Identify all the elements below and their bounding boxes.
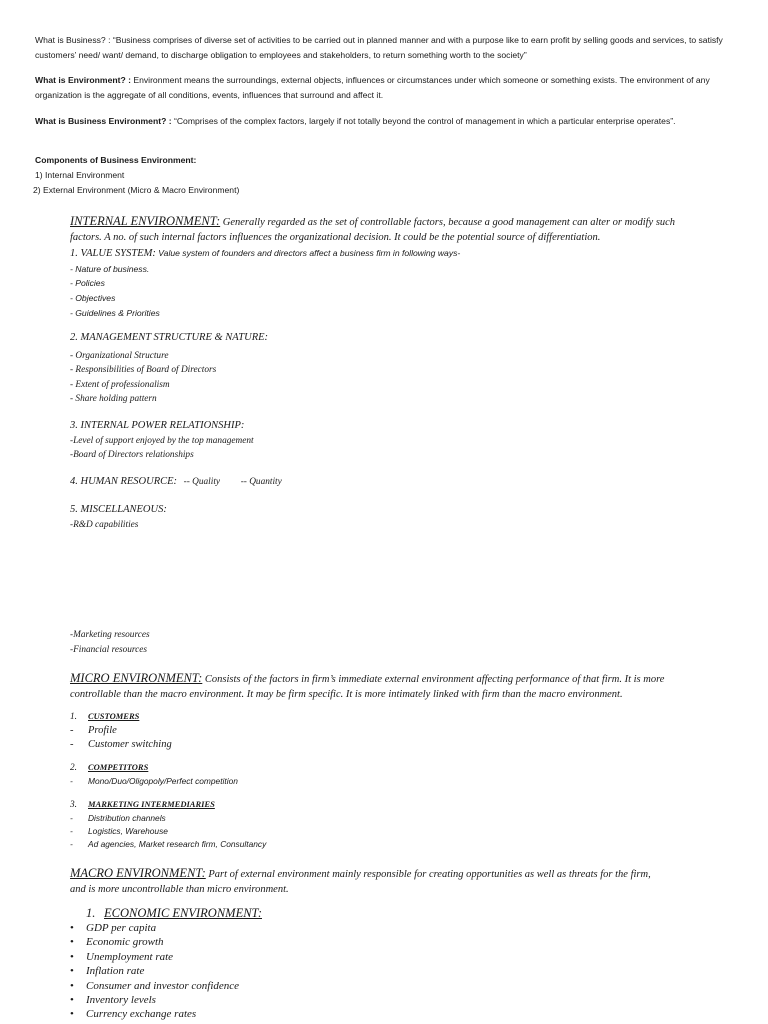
internal-desc-line2: factors. A no. of such internal factors influences the organizational decision. It could be the potential source of differentiation. [70,231,601,243]
management-heading: 2. MANAGEMENT STRUCTURE & NATURE: [70,332,269,343]
power-heading: 3. INTERNAL POWER RELATIONSHIP: [70,420,245,431]
customers-block [70,710,735,751]
hr-heading: 4. HUMAN RESOURCE: [70,476,178,487]
customers-heading: CUSTOMERS [88,711,140,721]
list-item: - Logistics, Warehouse [70,826,168,836]
internal-environment-section [70,213,735,320]
internal-desc-line1: Generally regarded as the set of controllable factors, because a good management can alter or modify such [220,217,676,228]
business-question: What is Business? : [35,35,111,45]
list-item: - Guidelines & Priorities [70,307,160,318]
internal-heading: INTERNAL ENVIRONMENT: [70,214,221,228]
intermediaries-block [70,798,735,851]
environment-question: What is Environment? : [35,75,131,85]
component-external: 2) External Environment (Micro & Macro Environment) [33,185,240,195]
list-item: - Mono/Duo/Oligopoly/Perfect competition [70,776,238,786]
economic-list [70,921,735,1022]
customers-number: 1. [70,712,77,722]
value-system-desc: Value system of founders and directors affect a business firm in following ways- [155,248,461,258]
macro-heading: MACRO ENVIRONMENT: [70,866,206,880]
hr-quantity: -- Quantity [240,477,282,487]
human-resource-block [70,475,735,490]
list-item: - Nature of business. [70,263,150,274]
intermediaries-heading: MARKETING INTERMEDIARIES [88,799,215,809]
hr-quality: -- Quality [183,477,221,487]
micro-desc-line1: Consists of the factors in firm’s immediate external environment affecting performance of that firm. It is more [202,674,665,685]
management-structure-block [70,331,735,407]
economic-number: 1. [86,906,96,920]
list-item: - Objectives [70,292,116,303]
list-item: • Economic growth [70,936,164,949]
list-item: - Share holding pattern [70,394,157,404]
value-system-heading: 1. VALUE SYSTEM: [70,248,156,259]
list-item: • Consumer and investor confidence [70,979,240,992]
micro-environment-section [70,670,735,702]
micro-desc-line2: controllable than the macro environment. It may be firm specific. It is more intimately linked with firm than the macro environment. [70,688,623,700]
competitors-heading: COMPETITORS [88,762,149,772]
business-definition [35,33,735,63]
economic-environment-heading-row [86,906,751,920]
list-item: • Unemployment rate [70,950,174,963]
business-environment-answer: “Comprises of the complex factors, largely if not totally beyond the control of management in which a particular enterprise operates”. [171,116,676,126]
list-item: - Policies [70,278,105,289]
management-list [70,349,735,407]
business-environment-question: What is Business Environment? : [35,116,172,126]
list-item: - Extent of professionalism [70,379,170,390]
competitors-block [70,761,735,788]
list-item: - Responsibilities of Board of Directors [70,365,217,375]
list-item: • Inflation rate [70,965,145,978]
components-section [35,153,735,198]
macro-desc-line2: and is more uncontrollable than micro environment. [70,883,289,895]
list-item: -Financial resources [70,644,148,655]
components-title: Components of Business Environment: [35,155,197,165]
component-internal: 1) Internal Environment [35,170,125,180]
list-item: -Board of Directors relationships [70,450,194,460]
list-item: -R&D capabilities [70,519,139,530]
list-item: • GDP per capita [70,922,157,934]
environment-answer: Environment means the surroundings, external objects, influences or circumstances under which someone or something exists. The environment of any organization is the aggregate of all conditions, events, influences that surround and affect it. [35,75,710,100]
list-item: - Distribution channels [70,813,166,823]
list-item: -Marketing resources [70,630,150,640]
list-item: - Customer switching [70,738,172,750]
list-item: - Organizational Structure [70,350,169,361]
list-item: - Ad agencies, Market research firm, Consultancy [70,839,267,849]
list-item: • Inventory levels [70,994,156,1007]
business-answer: “Business comprises of diverse set of activities to be carried out in planned manner and with a purpose like to earn profit by selling goods and services, to satisfy customers’ need/ want/ demand, to discharge obligation to employees and stakeholders, to return something worth to the society” [35,35,723,60]
macro-desc-line1: Part of external environment mainly responsible for creating opportunities as well as threats for the firm, [205,869,651,880]
competitors-number: 2. [70,763,77,773]
miscellaneous-block [70,503,735,532]
micro-heading: MICRO ENVIRONMENT: [70,671,203,685]
economic-heading: ECONOMIC ENVIRONMENT: [104,906,262,920]
list-item: • Currency exchange rates [70,1008,197,1021]
macro-environment-section [70,865,735,897]
internal-power-block [70,419,735,463]
environment-definition [35,73,735,103]
miscellaneous-continued [70,628,735,657]
value-system-list [70,262,735,321]
business-environment-definition [35,114,735,129]
intermediaries-number: 3. [70,800,77,810]
list-item: - Profile [70,725,117,736]
list-item: -Level of support enjoyed by the top management [70,435,254,446]
misc-heading: 5. MISCELLANEOUS: [70,504,167,515]
